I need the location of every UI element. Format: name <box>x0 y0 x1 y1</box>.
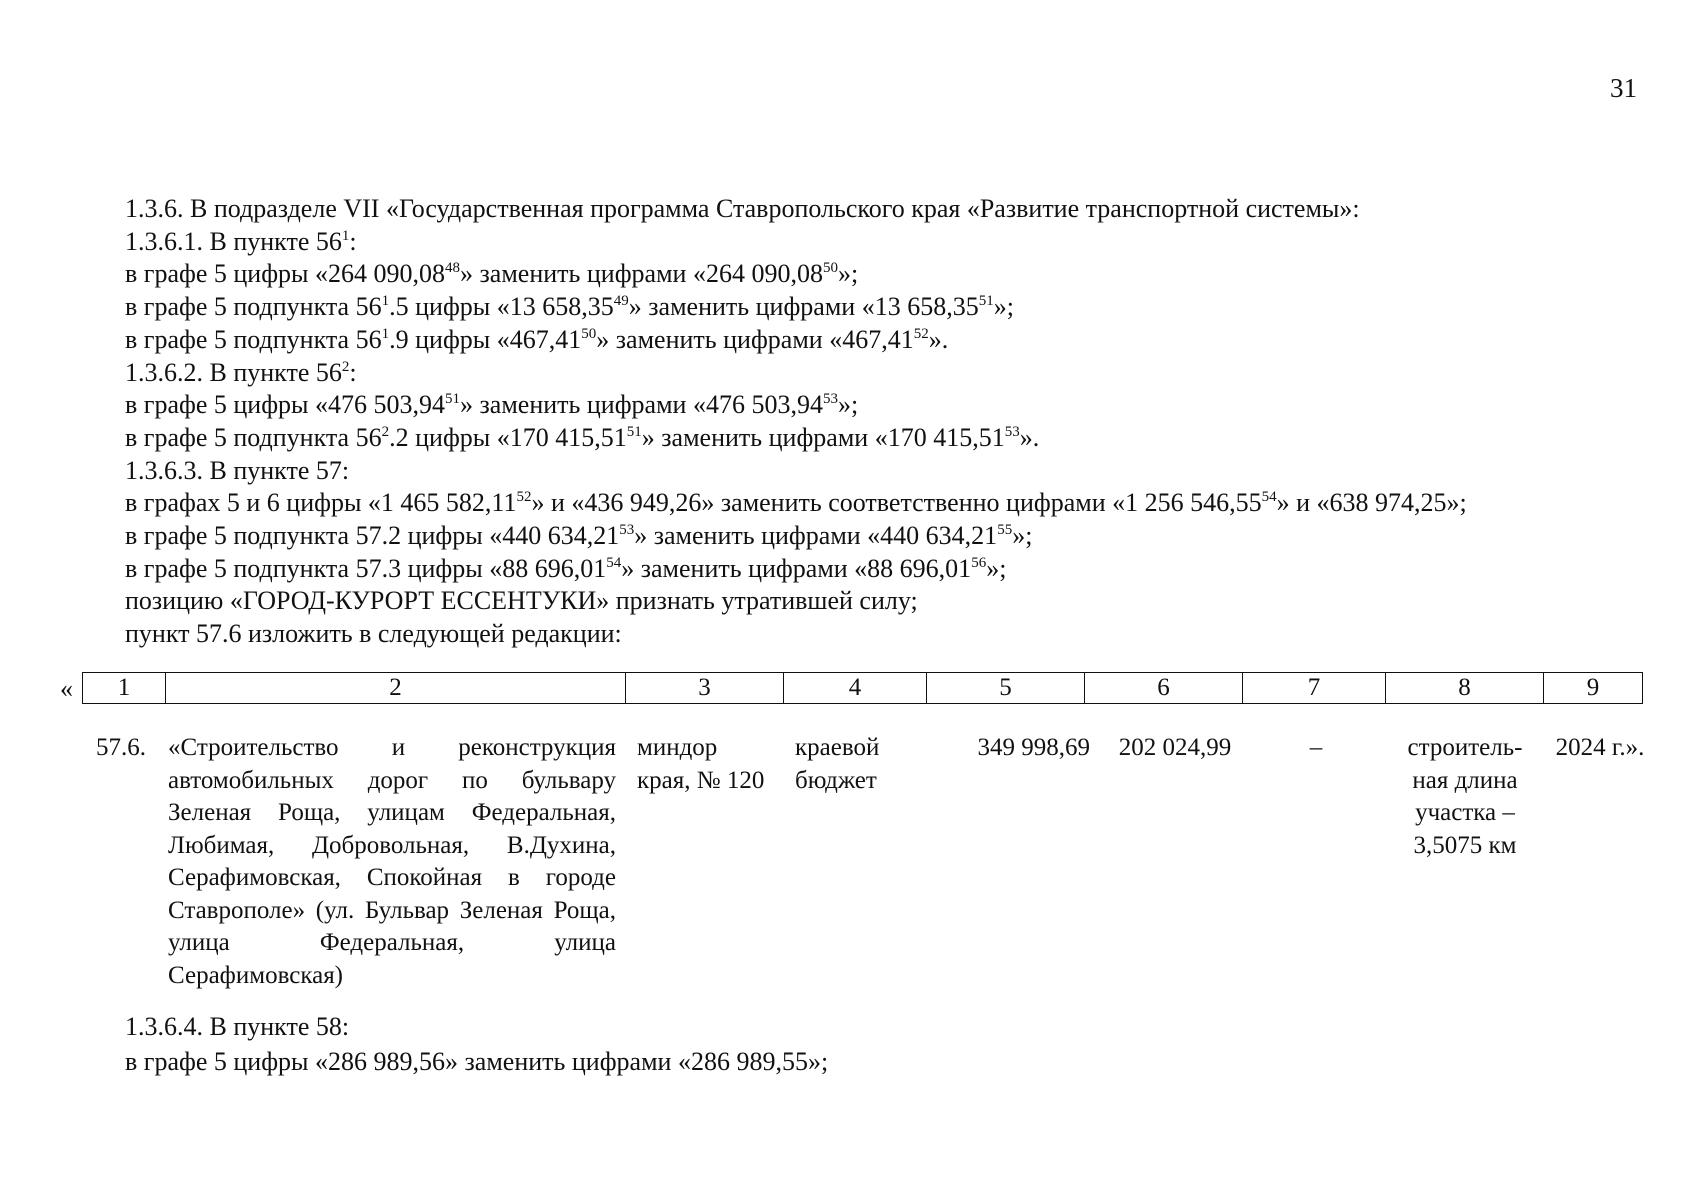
after-line-1: 1.3.6.4. В пункте 58: <box>125 1012 350 1041</box>
col6-value: 202 024,99 <box>1118 734 1232 761</box>
header-cell: 5 <box>927 673 1085 704</box>
text-fragment: в графе 5 подпункта 57.2 цифры «440 634,21 <box>125 521 620 550</box>
text-fragment: : <box>349 227 357 256</box>
text-fragment: » и «638 974,25»; <box>1276 488 1467 517</box>
text-fragment: в графе 5 цифры «476 503,94 <box>125 390 446 419</box>
col8-line: участка – <box>1415 799 1515 826</box>
footnote-mark: 52 <box>913 326 929 342</box>
col9-value: 2024 г.». <box>1555 734 1645 761</box>
text-fragment: » заменить цифрами «88 696,01 <box>621 554 972 583</box>
col5-value: 349 998,69 <box>977 734 1090 761</box>
funding-source-line-1: краевой <box>795 734 880 761</box>
footnote-mark: 53 <box>619 522 635 538</box>
text-fragment: в графе 5 подпункта 56 <box>125 292 382 321</box>
footnote-mark: 51 <box>445 391 461 407</box>
text-line <box>125 390 858 420</box>
col7-value: – <box>1309 734 1323 761</box>
text-fragment: ». <box>928 325 949 354</box>
page-number: 31 <box>1610 73 1637 103</box>
footnote-mark: 48 <box>445 260 461 276</box>
text-fragment: »; <box>986 554 1007 583</box>
text-fragment: » заменить цифрами «440 634,21 <box>634 521 998 550</box>
text-fragment: в графах 5 и 6 цифры «1 465 582,11 <box>125 488 517 517</box>
text-line <box>125 259 858 289</box>
executor-line-1: миндор <box>637 734 718 761</box>
text-fragment: » заменить цифрами «13 658,35 <box>628 292 979 321</box>
text-line <box>125 325 948 355</box>
text-fragment: позицию «ГОРОД-КУРОРТ ЕССЕНТУКИ» признать утратившей силу; <box>125 586 918 615</box>
footnote-mark: 1 <box>381 326 390 342</box>
text-fragment: 1.3.6. В подразделе VII «Государственная программа Ставропольского края «Развитие транспортной системы»: <box>125 194 1360 223</box>
text-fragment: »; <box>993 292 1014 321</box>
footnote-mark: 1 <box>341 228 350 244</box>
header-cell: 9 <box>1544 673 1643 704</box>
col8-line: ная длина <box>1412 766 1518 794</box>
header-cell: 4 <box>784 673 927 704</box>
col8-value <box>1390 732 1540 862</box>
text-fragment: 1.3.6.3. В пункте 57: <box>125 456 350 485</box>
text-fragment: .2 цифры «170 415,51 <box>389 423 627 452</box>
header-cell: 6 <box>1085 673 1243 704</box>
text-fragment: » заменить цифрами «476 503,94 <box>460 390 823 419</box>
footnote-mark: 56 <box>971 555 987 571</box>
funding-source <box>795 732 905 797</box>
table-header <box>82 672 1643 704</box>
text-line <box>125 521 1032 551</box>
text-fragment: 1.3.6.2. В пункте 56 <box>125 358 342 387</box>
footnote-mark: 52 <box>516 489 532 505</box>
text-fragment: пункт 57.6 изложить в следующей редакции: <box>125 619 622 648</box>
funding-source-line-2: бюджет <box>795 766 877 794</box>
executor-line-2: края, № 120 <box>637 766 765 794</box>
footnote-mark: 49 <box>613 293 629 309</box>
text-line <box>125 358 357 388</box>
text-fragment: в графе 5 цифры «264 090,08 <box>125 259 446 288</box>
footnote-mark: 51 <box>626 424 642 440</box>
text-fragment: в графе 5 подпункта 56 <box>125 423 382 452</box>
text-fragment: .5 цифры «13 658,35 <box>389 292 614 321</box>
text-fragment: » заменить цифрами «264 090,08 <box>460 259 823 288</box>
header-cell: 7 <box>1243 673 1386 704</box>
text-fragment: .9 цифры «467,41 <box>389 325 582 354</box>
text-line <box>125 292 1014 322</box>
header-cell: 1 <box>83 673 166 704</box>
footnote-mark: 1 <box>381 293 390 309</box>
text-fragment: » заменить цифрами «467,41 <box>596 325 914 354</box>
footnote-mark: 50 <box>581 326 597 342</box>
text-line <box>125 423 1039 453</box>
text-fragment: »; <box>837 259 859 288</box>
text-line <box>125 619 622 649</box>
footnote-mark: 2 <box>341 359 350 375</box>
footnote-mark: 54 <box>606 555 622 571</box>
text-fragment: в графе 5 подпункта 56 <box>125 325 382 354</box>
footnote-mark: 55 <box>997 522 1013 538</box>
text-fragment: 1.3.6.1. В пункте 56 <box>125 227 342 256</box>
text-fragment: »; <box>837 390 859 419</box>
footnote-mark: 51 <box>978 293 994 309</box>
text-line <box>125 554 1006 584</box>
object-name: «Строительство и реконструкция автомобильных дорог по бульвару Зеленая Роща, улицам Федеральная, Любимая, Добровольная, В.Духина, Серафимовская, Спокойная в городе Ставрополе» (ул. Бульвар Зеленая Роща, улица Федеральная, улица Серафимовская) <box>168 734 616 989</box>
header-cell: 3 <box>626 673 784 704</box>
footnote-mark: 53 <box>1004 424 1020 440</box>
text-line <box>125 488 1467 518</box>
header-cell: 8 <box>1386 673 1544 704</box>
row-number: 57.6. <box>96 734 146 761</box>
footnote-mark: 53 <box>822 391 838 407</box>
executor <box>637 732 787 797</box>
table-open-quote: « <box>60 674 73 703</box>
after-line-2: в графе 5 цифры «286 989,56» заменить цифрами «286 989,55»; <box>125 1047 829 1076</box>
text-fragment: : <box>349 358 357 387</box>
footnote-mark: 2 <box>381 424 390 440</box>
text-fragment: ». <box>1019 423 1040 452</box>
text-line <box>125 586 918 616</box>
text-fragment: в графе 5 подпункта 57.3 цифры «88 696,01 <box>125 554 607 583</box>
footnote-mark: 54 <box>1261 489 1277 505</box>
table-header-row <box>83 673 1643 704</box>
col8-line: 3,5075 км <box>1413 831 1517 859</box>
text-line <box>125 456 349 486</box>
col8-line: строитель- <box>1407 734 1523 761</box>
header-cell: 2 <box>166 673 626 704</box>
text-fragment: » заменить цифрами «170 415,51 <box>641 423 1005 452</box>
text-fragment: » и «436 949,26» заменить соответственно цифрами «1 256 546,55 <box>531 488 1262 517</box>
text-line <box>125 194 1360 224</box>
footnote-mark: 50 <box>822 260 838 276</box>
text-fragment: »; <box>1012 521 1033 550</box>
text-line <box>125 227 357 257</box>
